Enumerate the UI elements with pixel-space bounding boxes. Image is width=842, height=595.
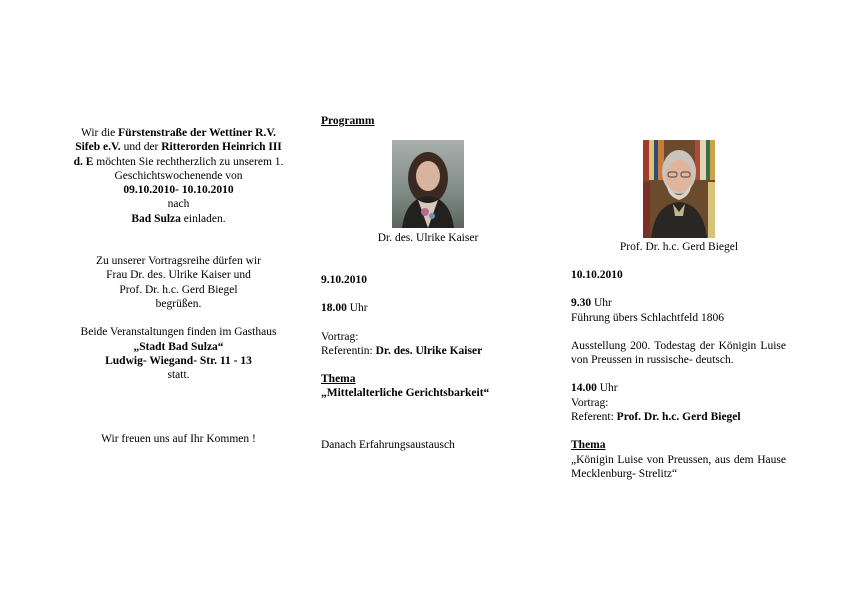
day1-after-text: Danach Erfahrungsaustausch — [321, 439, 455, 451]
day2-date: 10.10.2010 — [571, 269, 623, 281]
venue-name: „Stadt Bad Sulza“ — [133, 340, 224, 353]
day1-referent: Referentin: Dr. des. Ulrike Kaiser — [321, 344, 483, 357]
day2-thema-label: Thema — [571, 439, 606, 452]
day2-referent: Referent: Prof. Dr. h.c. Gerd Biegel — [571, 411, 741, 424]
program-day-1 — [321, 273, 491, 401]
nach-text: nach — [167, 198, 190, 211]
left-column — [72, 126, 285, 382]
program-day-2 — [571, 268, 786, 481]
caption-ulrike-kaiser: Dr. des. Ulrike Kaiser — [377, 232, 479, 244]
day2-tour: Führung übers Schlachtfeld 1806 — [571, 311, 724, 324]
day1-thema-title: „Mittelalterliche Gerichtsbarkeit“ — [321, 387, 490, 400]
day2-thema-title: „Königin Luise von Preussen, aus dem Hause Mecklenburg- Strelitz“ — [571, 453, 786, 480]
day2-time1: 9.30 Uhr — [571, 297, 612, 310]
portrait-gerd-biegel — [643, 140, 715, 238]
day2-vortrag-label: Vortrag: — [571, 396, 609, 409]
venue-info: Beide Veranstaltungen finden im Gasthaus „Stadt Bad Sulza“ Ludwig- Wiegand- Str. 11 - 13 statt. — [72, 325, 285, 382]
day1-time: 18.00 Uhr — [321, 302, 368, 315]
organizer-1: Fürstenstraße der Wettiner R.V. Sifeb e.V. — [75, 127, 277, 154]
day2-time2: 14.00 Uhr — [571, 382, 618, 395]
portrait-woman-image — [392, 140, 464, 228]
venue-address: Ludwig- Wiegand- Str. 11 - 13 — [105, 354, 252, 367]
day1-vortrag-label: Vortrag: — [321, 330, 359, 343]
program-heading: Programm — [321, 115, 375, 127]
day2-exhibition: Ausstellung 200. Todestag der Königin Luise von Preussen in russische- deutsch. — [571, 339, 786, 367]
closing-line: Wir freuen uns auf Ihr Kommen ! — [101, 433, 256, 445]
organizer-2: Ritterorden Heinrich III d. E — [73, 141, 282, 168]
portrait-man-image — [643, 140, 715, 238]
portrait-ulrike-kaiser — [392, 140, 464, 228]
invitation-text: Wir die Fürstenstraße der Wettiner R.V. Sifeb e.V. und der Ritterorden Heinrich III d. E möchten Sie rechtherzlich zu unserem 1. Geschichtswochenende von — [73, 127, 284, 182]
event-dates: 09.10.2010- 10.10.2010 — [123, 184, 234, 197]
lecture-intro: Zu unserer Vortragsreihe dürfen wir Frau Dr. des. Ulrike Kaiser und Prof. Dr. h.c. Gerd Biegel begrüßen. — [96, 255, 261, 310]
event-place: Bad Sulza einladen. — [131, 212, 226, 225]
day1-thema-label: Thema — [321, 373, 356, 386]
caption-gerd-biegel: Prof. Dr. h.c. Gerd Biegel — [619, 241, 739, 253]
day1-date: 9.10.2010 — [321, 274, 367, 286]
